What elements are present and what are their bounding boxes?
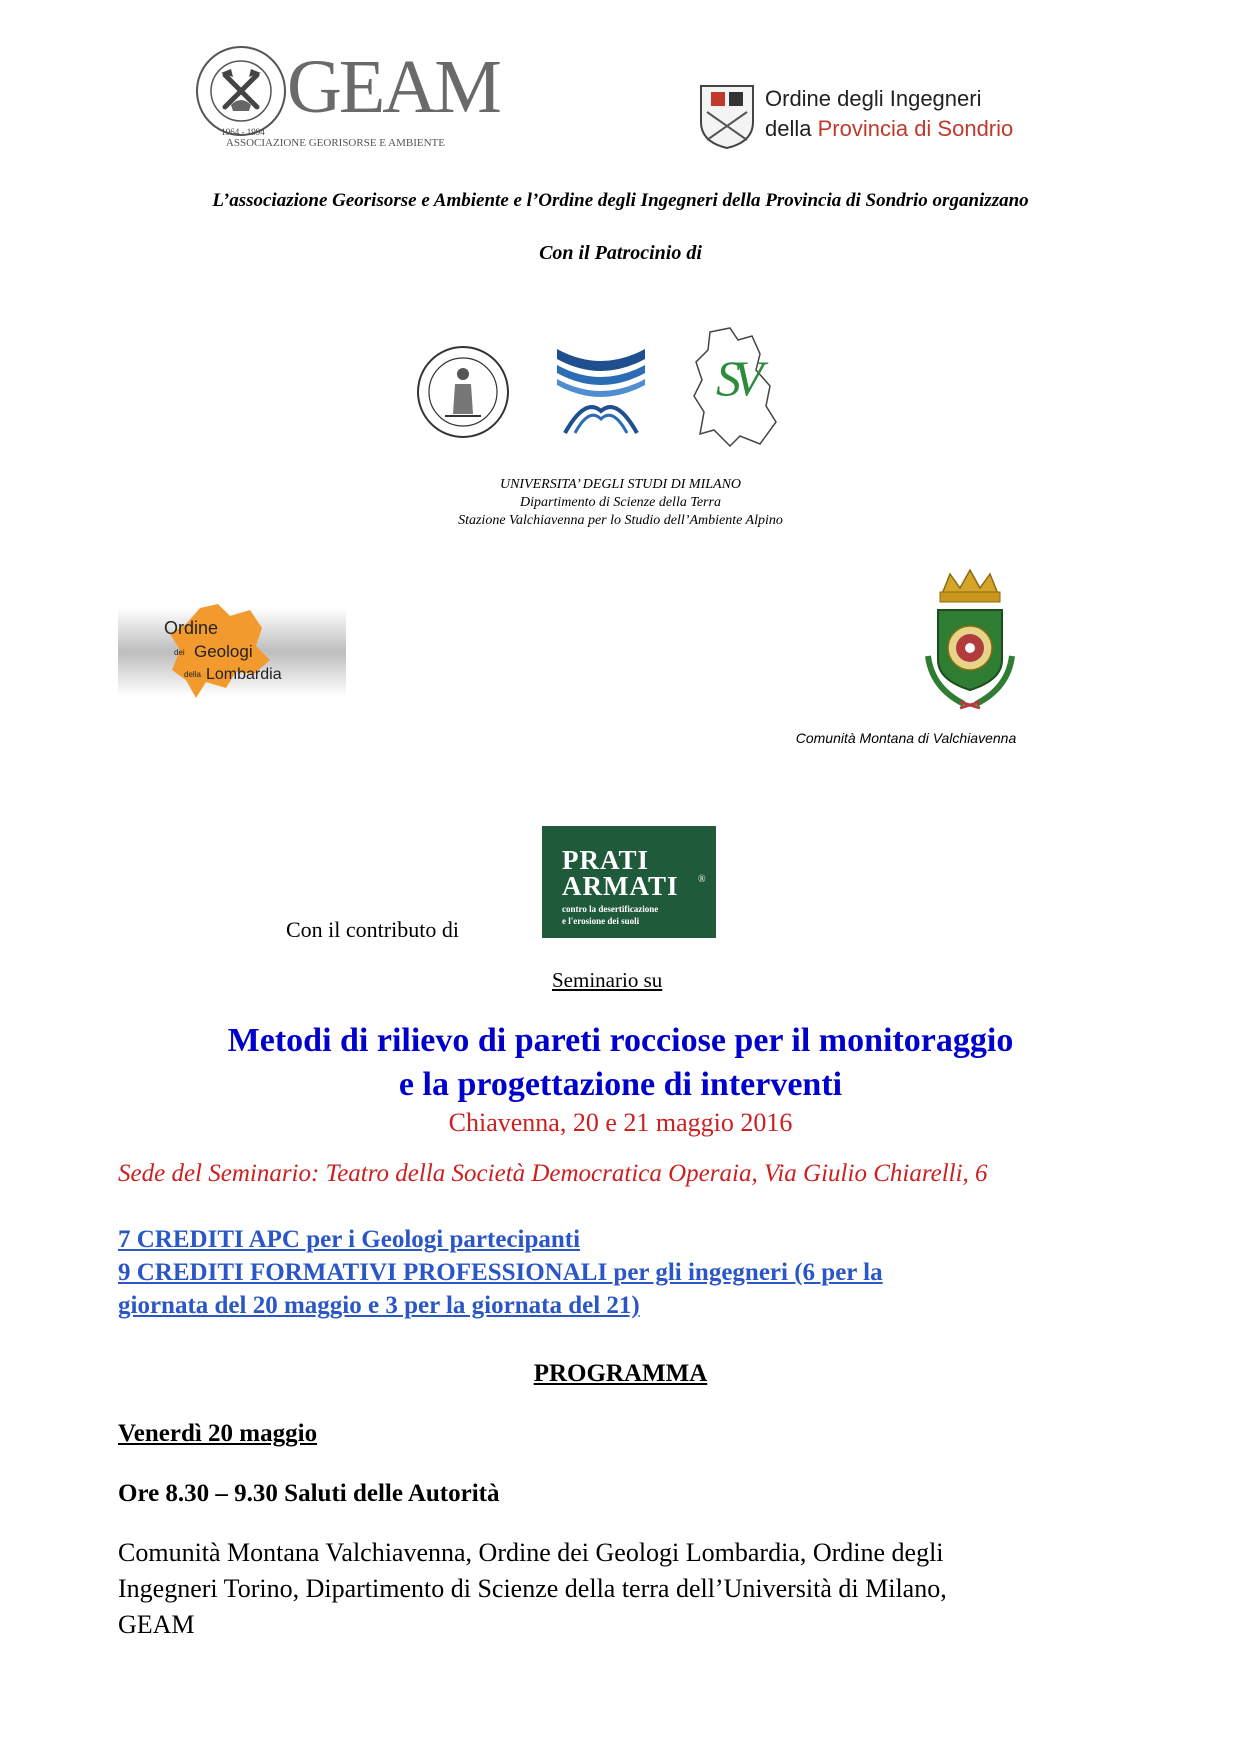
geam-subtitle: ASSOCIAZIONE GEORISORSE E AMBIENTE [225, 137, 445, 149]
prati-armati-logo [542, 826, 716, 938]
programma-heading: PROGRAMMA [533, 1360, 708, 1387]
geam-logo [195, 45, 499, 150]
seminar-venue: Sede del Seminario: Teatro della Società Democratica Operaia, Via Giulio Chiarelli, 6 [118, 1160, 988, 1187]
contributo-label: Con il contributo di [286, 917, 459, 942]
geologi-word-della: della [184, 670, 201, 679]
programma-body-line1: Comunità Montana Valchiavenna, Ordine dei Geologi Lombardia, Ordine degli [118, 1538, 944, 1567]
patrocinio-heading: Con il Patrocinio di [539, 242, 702, 264]
organizers-line: L’associazione Georisorse e Ambiente e l’Ordine degli Ingegneri della Provincia di Sondrio organizzano [212, 190, 1029, 211]
sv-logo [690, 326, 780, 448]
programma-body-line3: GEAM [118, 1610, 195, 1639]
seminar-date: Chiavenna, 20 e 21 maggio 2016 [448, 1108, 793, 1137]
geologi-word-geologi: Geologi [194, 642, 253, 661]
geam-seal-icon [195, 45, 287, 137]
credits-geologi: 7 CREDITI APC per i Geologi partecipanti [118, 1226, 581, 1253]
seminar-title-line1: Metodi di rilievo di pareti rocciose per il monitoraggio [227, 1022, 1014, 1059]
geam-seal-years: 1964 - 1994 [221, 127, 265, 137]
geam-name: GEAM [287, 45, 499, 129]
ordine-ingegneri-logo [697, 82, 1037, 152]
geologi-word-lombardia: Lombardia [206, 666, 282, 683]
ordine-ingegneri-line2 [765, 116, 1013, 142]
geologi-word-ordine: Ordine [164, 618, 219, 638]
prati-armati-line2: ARMATI [562, 871, 679, 901]
seminar-title-line2: e la progettazione di interventi [398, 1066, 843, 1103]
geologi-word-dei: dei [174, 648, 185, 657]
prati-armati-tag2: e l'erosione dei suoli [562, 916, 640, 926]
book-logo-icon [555, 345, 647, 435]
ordine-ingegneri-province: Provincia di Sondrio [817, 116, 1014, 141]
seminar-label: Seminario su [552, 968, 663, 992]
programma-day: Venerdì 20 maggio [118, 1420, 318, 1447]
university-name: UNIVERSITA’ DEGLI STUDI DI MILANO [499, 477, 742, 492]
sondrio-crest-icon [697, 82, 757, 150]
prati-armati-tag1: contro la desertificazione [562, 904, 659, 914]
credits-ingegneri-line2: giornata del 20 maggio e 3 per la giornata del 21) [118, 1292, 640, 1319]
comunita-montana-caption: Comunità Montana di Valchiavenna [795, 730, 1017, 746]
prati-armati-line1: PRATI [562, 845, 650, 875]
prati-armati-reg: ® [698, 874, 706, 885]
university-station: Stazione Valchiavenna per lo Studio dell’Ambiente Alpino [458, 513, 783, 528]
programma-session: Ore 8.30 – 9.30 Saluti delle Autorità [118, 1480, 500, 1507]
comunita-montana-crest-icon [920, 568, 1020, 718]
ordine-geologi-logo [118, 608, 346, 696]
university-seal-icon [415, 344, 511, 440]
university-department: Dipartimento di Scienze della Terra [520, 495, 721, 510]
programma-body-line2: Ingegneri Torino, Dipartimento di Scienze della terra dell’Università di Milano, [118, 1574, 947, 1603]
credits-ingegneri-line1: 9 CREDITI FORMATIVI PROFESSIONALI per gli ingegneri (6 per la [118, 1259, 883, 1286]
ordine-ingegneri-line2-prefix: della [765, 116, 818, 141]
sv-letters: SV [716, 350, 756, 406]
ordine-ingegneri-line1: Ordine degli Ingegneri [765, 86, 982, 111]
